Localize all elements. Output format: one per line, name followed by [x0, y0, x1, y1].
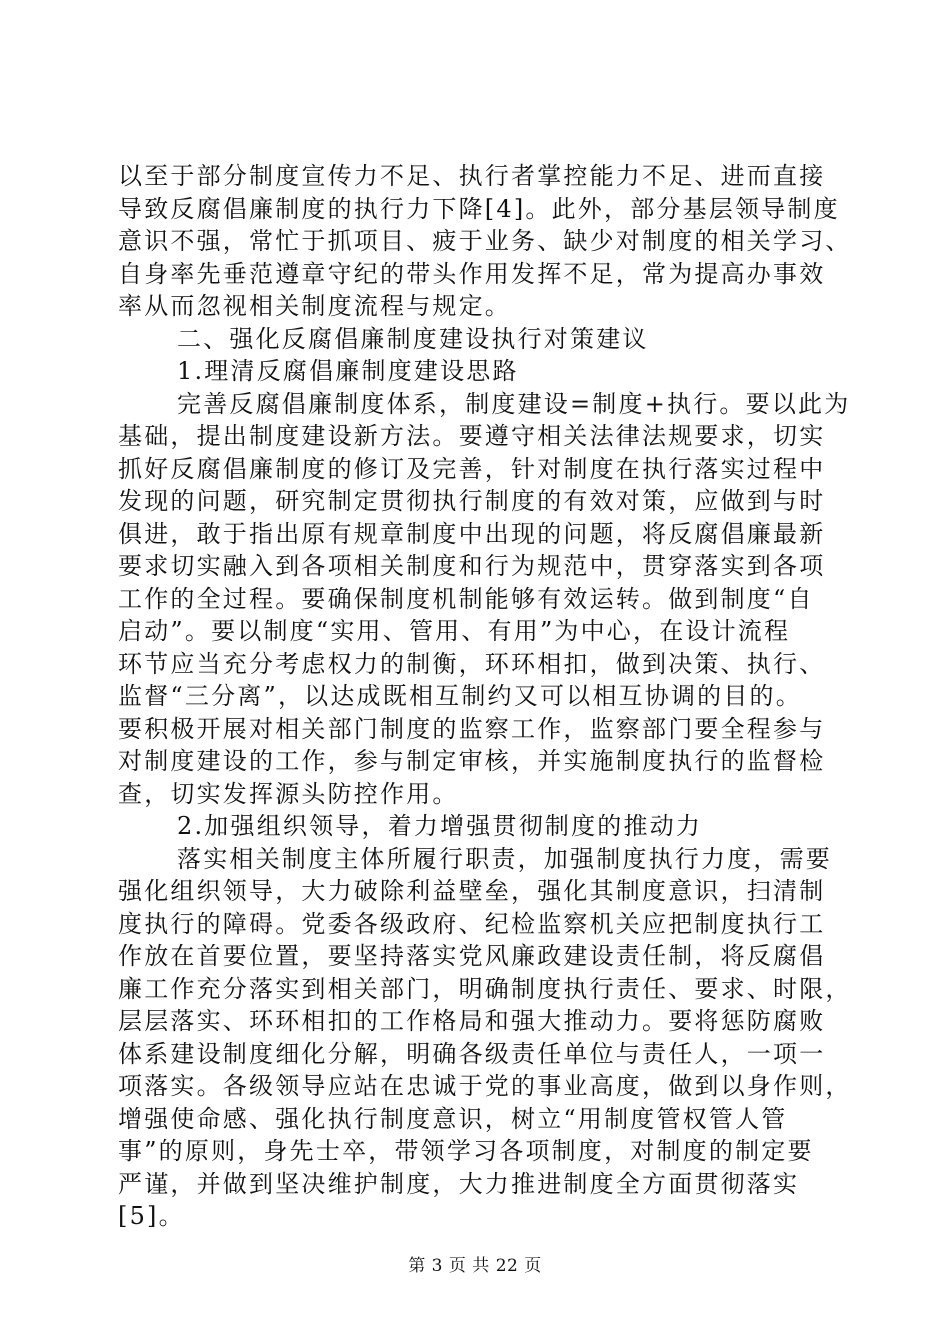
body-text-line: 落实相关制度主体所履行职责，加强制度执行力度，需要: [177, 844, 832, 873]
body-text-line: 度执行的障碍。党委各级政府、纪检监察机关应把制度执行工: [118, 909, 826, 938]
body-text-line: 严谨，并做到坚决维护制度，大力推进制度全方面贯彻落实: [118, 1169, 800, 1198]
body-text-line: [5]。: [118, 1202, 185, 1230]
body-text-line: 完善反腐倡廉制度体系，制度建设=制度+执行。要以此为: [177, 389, 851, 418]
body-text-line: 要积极开展对相关部门制度的监察工作，监察部门要全程参与: [118, 714, 826, 743]
body-text-line: 要求切实融入到各项相关制度和行为规范中，贯穿落实到各项: [118, 552, 826, 580]
body-text-line: 自身率先垂范遵章守纪的带头作用发挥不足，常为提高办事效: [118, 259, 826, 288]
body-text-line: 监督“三分离”，以达成既相互制约又可以相互协调的目的。: [118, 682, 802, 710]
body-text-line: 作放在首要位置，要坚持落实党风廉政建设责任制，将反腐倡: [118, 942, 826, 970]
body-text-line: 导致反腐倡廉制度的执行力下降[4]。此外，部分基层领导制度: [118, 194, 840, 223]
body-text-line: 层层落实、环环相扣的工作格局和强大推动力。要将惩防腐败: [118, 1007, 826, 1035]
body-text-line: 率从而忽视相关制度流程与规定。: [118, 292, 511, 320]
body-text-line: 项落实。各级领导应站在忠诚于党的事业高度，做到以身作则，: [118, 1072, 852, 1100]
body-text-line: 意识不强，常忙于抓项目、疲于业务、缺少对制度的相关学习、: [118, 227, 852, 255]
body-text-line: 对制度建设的工作，参与制定审核，并实施制度执行的监督检: [118, 747, 826, 775]
page-footer: 第 3 页 共 22 页: [408, 1255, 542, 1276]
section-heading: 二、强化反腐倡廉制度建设执行对策建议: [177, 324, 649, 353]
body-text-line: 强化组织领导，大力破除利益壁垒，强化其制度意识，扫清制: [118, 877, 826, 905]
body-text-line: 廉工作充分落实到相关部门，明确制度执行责任、要求、时限，: [118, 974, 852, 1003]
body-text-line: 俱进，敢于指出原有规章制度中出现的问题，将反腐倡廉最新: [118, 519, 826, 548]
body-text-line: 查，切实发挥源头防控作用。: [118, 779, 459, 808]
body-text-line: 基础，提出制度建设新方法。要遵守相关法律法规要求，切实: [118, 422, 826, 450]
body-text-line: 增强使命感、强化执行制度意识，树立“用制度管权管人管: [118, 1104, 788, 1133]
body-text-line: 以至于部分制度宣传力不足、执行者掌控能力不足、进而直接: [118, 162, 826, 190]
body-text-line: 事”的原则，身先士卒，带领学习各项制度，对制度的制定要: [118, 1137, 814, 1165]
body-text-line: 发现的问题，研究制定贯彻执行制度的有效对策，应做到与时: [118, 487, 826, 515]
body-text-line: 体系建设制度细化分解，明确各级责任单位与责任人，一项一: [118, 1039, 826, 1068]
body-text-line: 环节应当充分考虑权力的制衡，环环相扣，做到决策、执行、: [118, 649, 826, 678]
body-text-line: 抓好反腐倡廉制度的修订及完善，针对制度在执行落实过程中: [118, 454, 826, 483]
body-text-line: 启动”。要以制度“实用、管用、有用”为中心，在设计流程: [118, 617, 791, 645]
subsection-heading: 2.加强组织领导，着力增强贯彻制度的推动力: [177, 812, 703, 840]
subsection-heading: 1.理清反腐倡廉制度建设思路: [177, 357, 519, 385]
body-text-line: 工作的全过程。要确保制度机制能够有效运转。做到制度“自: [118, 584, 814, 613]
